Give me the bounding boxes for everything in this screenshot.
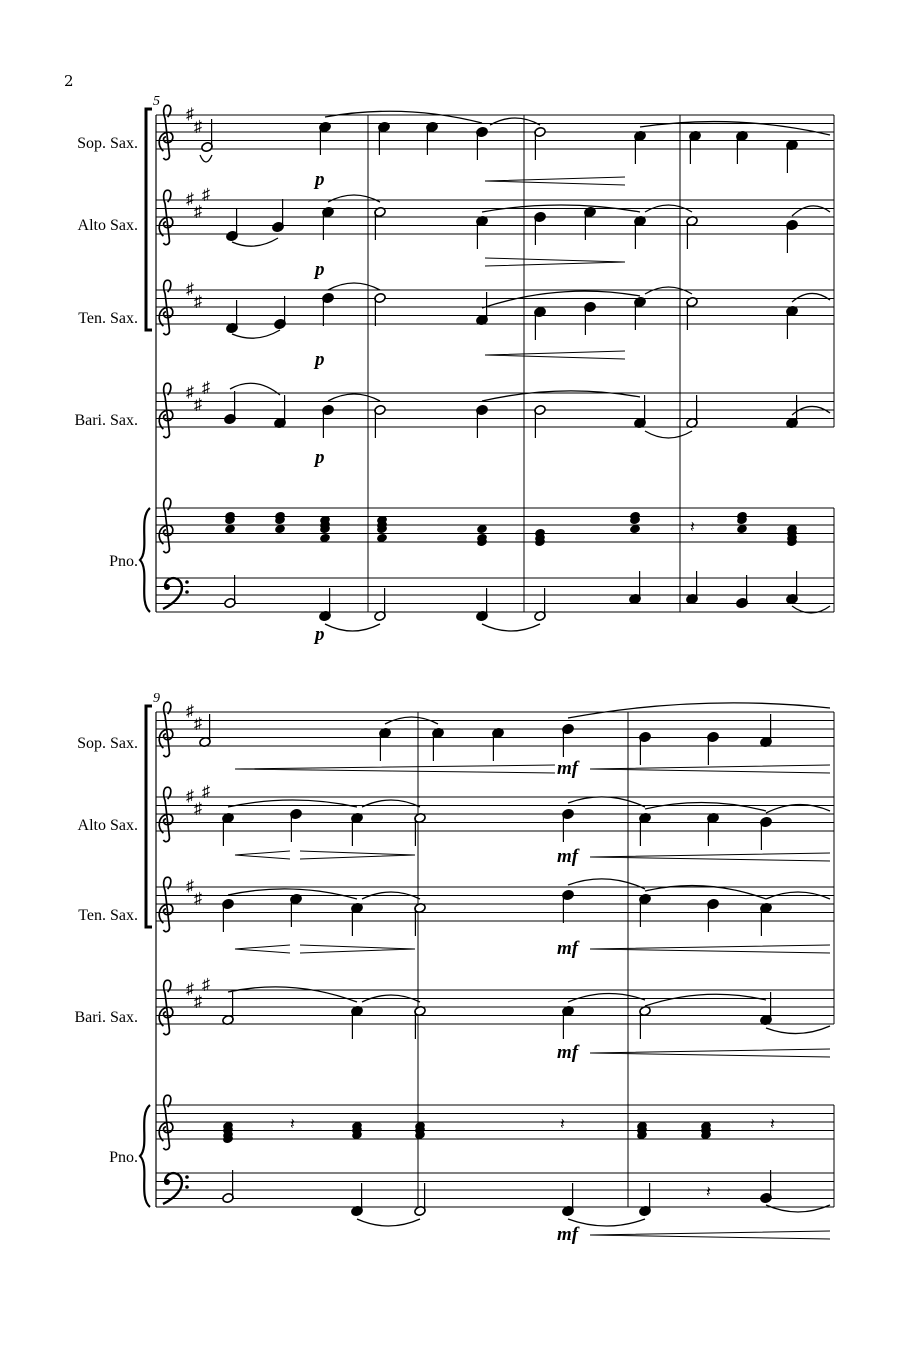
slur xyxy=(645,431,692,438)
slur xyxy=(645,802,766,811)
crescendo-hairpin xyxy=(590,1049,830,1057)
slur xyxy=(482,391,640,401)
slur xyxy=(328,394,380,401)
sharp-icon: ♯ xyxy=(202,186,210,204)
sharp-icon: ♯ xyxy=(202,976,210,994)
sharp-icon: ♯ xyxy=(186,280,194,298)
quarter-rest-icon: 𝄽 xyxy=(770,1116,775,1133)
crescendo-hairpin xyxy=(235,851,290,859)
sharp-icon: ♯ xyxy=(202,783,210,801)
measure-number: 5 xyxy=(153,94,160,109)
staff-bracket xyxy=(146,706,152,927)
bass-clef-icon xyxy=(163,1173,189,1204)
quarter-rest-icon: 𝄽 xyxy=(290,1116,295,1133)
sharp-icon: ♯ xyxy=(186,980,194,998)
quarter-rest-icon: 𝄽 xyxy=(560,1116,565,1133)
slur xyxy=(325,111,482,123)
slur xyxy=(792,206,830,216)
crescendo-hairpin xyxy=(590,853,830,861)
decrescendo-hairpin xyxy=(300,851,415,859)
slur xyxy=(568,993,645,1002)
instrument-label-sop: Sop. Sax. xyxy=(77,135,138,152)
crescendo-hairpin xyxy=(235,765,555,773)
sharp-icon: ♯ xyxy=(186,702,194,720)
sharp-icon: ♯ xyxy=(186,190,194,208)
crescendo-hairpin xyxy=(590,1231,830,1239)
slur xyxy=(328,283,380,290)
slur xyxy=(482,624,540,631)
measure-number: 9 xyxy=(153,691,160,706)
instrument-label-alto: Alto Sax. xyxy=(77,817,138,834)
slur xyxy=(645,886,766,899)
dynamic-marking: p xyxy=(315,169,325,190)
sharp-icon: ♯ xyxy=(194,203,202,221)
crescendo-hairpin xyxy=(485,177,625,185)
dynamic-marking: p xyxy=(315,624,325,645)
bass-clef-icon xyxy=(163,578,189,609)
dynamic-marking: p xyxy=(315,447,325,468)
crescendo-hairpin xyxy=(235,945,290,953)
instrument-label-sop: Sop. Sax. xyxy=(77,735,138,752)
dynamic-marking: mf xyxy=(557,846,579,867)
piano-brace xyxy=(140,1105,150,1207)
dynamic-marking: mf xyxy=(557,758,579,779)
slur xyxy=(568,1219,645,1226)
page-number: 2 xyxy=(64,72,74,90)
slur xyxy=(200,155,212,162)
slur xyxy=(766,1026,830,1034)
slur xyxy=(645,994,766,1006)
slur xyxy=(766,1205,830,1212)
slur xyxy=(232,238,278,246)
sharp-icon: ♯ xyxy=(186,787,194,805)
sharp-icon: ♯ xyxy=(186,877,194,895)
decrescendo-hairpin xyxy=(485,258,625,266)
sharp-icon: ♯ xyxy=(186,105,194,123)
sharp-icon: ♯ xyxy=(194,396,202,414)
dynamic-marking: p xyxy=(315,259,325,280)
crescendo-hairpin xyxy=(590,765,830,773)
slur xyxy=(328,195,380,202)
slur xyxy=(792,406,830,415)
instrument-label-pno: Pno. xyxy=(109,1149,138,1166)
decrescendo-hairpin xyxy=(300,945,415,953)
slur xyxy=(232,330,280,338)
slur xyxy=(228,987,357,1002)
staff-bracket xyxy=(146,109,152,330)
instrument-label-alto: Alto Sax. xyxy=(77,217,138,234)
dynamic-marking: p xyxy=(315,349,325,370)
sharp-icon: ♯ xyxy=(194,293,202,311)
instrument-label-pno: Pno. xyxy=(109,553,138,570)
sharp-icon: ♯ xyxy=(202,379,210,397)
slur xyxy=(357,1219,420,1226)
crescendo-hairpin xyxy=(590,945,830,953)
sharp-icon: ♯ xyxy=(186,383,194,401)
dynamic-marking: mf xyxy=(557,938,579,959)
instrument-label-bari: Bari. Sax. xyxy=(74,1009,138,1026)
instrument-label-ten: Ten. Sax. xyxy=(78,907,138,924)
slur xyxy=(792,293,830,302)
sharp-icon: ♯ xyxy=(194,890,202,908)
sharp-icon: ♯ xyxy=(194,993,202,1011)
slur xyxy=(568,703,830,718)
dynamic-marking: mf xyxy=(557,1042,579,1063)
quarter-rest-icon: 𝄽 xyxy=(706,1184,711,1201)
sharp-icon: ♯ xyxy=(194,800,202,818)
quarter-rest-icon: 𝄽 xyxy=(690,519,695,536)
piano-brace xyxy=(140,508,150,612)
slur xyxy=(325,624,380,631)
dynamic-marking: mf xyxy=(557,1224,579,1245)
slur xyxy=(482,291,640,308)
instrument-label-ten: Ten. Sax. xyxy=(78,310,138,327)
crescendo-hairpin xyxy=(485,351,625,359)
instrument-label-bari: Bari. Sax. xyxy=(74,412,138,429)
sharp-icon: ♯ xyxy=(194,118,202,136)
sharp-icon: ♯ xyxy=(194,715,202,733)
